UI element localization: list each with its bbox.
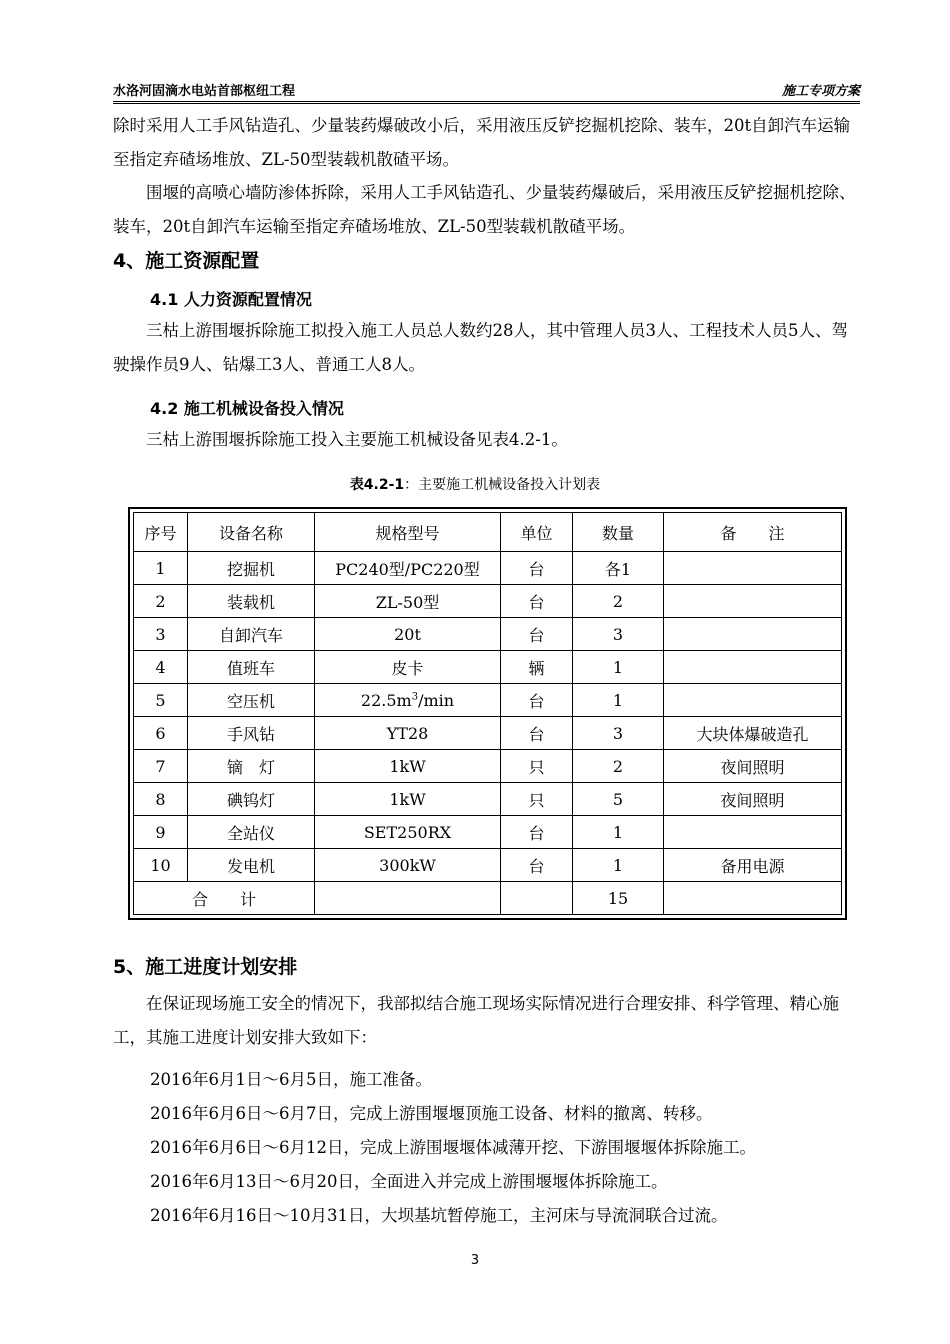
table-cell: PC240型/PC220型: [315, 552, 501, 585]
page-header: [113, 79, 860, 104]
table-total-row: [134, 882, 842, 915]
table-cell: 2: [573, 750, 664, 783]
schedule-item: 2016年6月16日～10月31日，大坝基坑暂停施工，主河床与导流洞联合过流。: [150, 1206, 728, 1225]
table-cell: 300kW: [315, 849, 501, 882]
table-row: [134, 684, 842, 717]
section-4-2-text: 三枯上游围堰拆除施工投入主要施工机械设备见表4.2-1。: [146, 430, 568, 449]
section-4-heading: 4、施工资源配置: [113, 250, 260, 272]
table-cell: 大块体爆破造孔: [664, 717, 842, 750]
table-cell: [664, 618, 842, 651]
table-cell: 辆: [501, 651, 573, 684]
table-cell: [664, 816, 842, 849]
total-label: 合 计: [134, 882, 315, 915]
page-number: 3: [470, 1253, 480, 1268]
table-row: [134, 849, 842, 882]
table-cell: 1: [573, 849, 664, 882]
table-cell: 7: [134, 750, 188, 783]
table-row: [134, 717, 842, 750]
section-4-2-heading: 4.2 施工机械设备投入情况: [150, 399, 344, 418]
table-row: [134, 585, 842, 618]
table-cell: 9: [134, 816, 188, 849]
table-cell: YT28: [315, 717, 501, 750]
header-cell-remark: 备 注: [664, 513, 842, 552]
table-cell: 1: [134, 552, 188, 585]
table-cell: SET250RX: [315, 816, 501, 849]
table-cell: 镝 灯: [188, 750, 315, 783]
schedule-item: 2016年6月6日～6月12日，完成上游围堰堰体减薄开挖、下游围堰堰体拆除施工。: [150, 1138, 756, 1157]
table-cell: [315, 882, 501, 915]
table-cell: 夜间照明: [664, 783, 842, 816]
table-cell: 6: [134, 717, 188, 750]
table-row: [134, 651, 842, 684]
header-cell-qty: 数量: [573, 513, 664, 552]
table-cell: 空压机: [188, 684, 315, 717]
table-cell: 各1: [573, 552, 664, 585]
section-5-heading: 5、施工进度计划安排: [113, 956, 298, 978]
equipment-table: [133, 512, 842, 915]
table-cell: 2: [134, 585, 188, 618]
table-cell: 只: [501, 750, 573, 783]
table-cell: 台: [501, 585, 573, 618]
table-row: [134, 750, 842, 783]
spec-airflow-unit: /min: [418, 690, 455, 710]
table-cell: 发电机: [188, 849, 315, 882]
total-value: 15: [573, 882, 664, 915]
table-cell: [501, 882, 573, 915]
table-cell: 5: [134, 684, 188, 717]
header-project-name: 水洛河固滴水电站首部枢纽工程: [113, 84, 296, 99]
intro-paragraph-2: 围堰的高喷心墙防渗体拆除，采用人工手风钻造孔、少量装药爆破后，采用液压反铲挖掘机挖除、装车，20t自卸汽车运输至指定弃碴场堆放、ZL-50型装载机散碴平场。: [113, 183, 856, 236]
section-4-1-text: 三枯上游围堰拆除施工拟投入施工人员总人数约28人，其中管理人员3人、工程技术人员5人、驾驶操作员9人、钻爆工3人、普通工人8人。: [113, 321, 848, 374]
table-cell: 1: [573, 684, 664, 717]
table-cell-spec-airflow: [315, 684, 501, 717]
table-cell: 台: [501, 552, 573, 585]
table-cell: 装载机: [188, 585, 315, 618]
table-cell: 1kW: [315, 750, 501, 783]
table-cell: 10: [134, 849, 188, 882]
header-cell-name: 设备名称: [188, 513, 315, 552]
table-cell: 台: [501, 849, 573, 882]
table-cell: 台: [501, 684, 573, 717]
table-cell: 台: [501, 816, 573, 849]
table-cell: 1kW: [315, 783, 501, 816]
table-cell: 值班车: [188, 651, 315, 684]
table-cell: [664, 882, 842, 915]
table-cell: 1: [573, 651, 664, 684]
table-cell: 3: [573, 717, 664, 750]
table-cell: 4: [134, 651, 188, 684]
header-cell-unit: 单位: [501, 513, 573, 552]
table-row: [134, 816, 842, 849]
spec-airflow-value: 22.5m: [360, 690, 412, 710]
header-cell-spec: 规格型号: [315, 513, 501, 552]
table-cell: 皮卡: [315, 651, 501, 684]
table-cell: 只: [501, 783, 573, 816]
table-cell: 台: [501, 618, 573, 651]
table-cell: 1: [573, 816, 664, 849]
table-row: [134, 783, 842, 816]
table-cell: 3: [573, 618, 664, 651]
table-cell: 3: [134, 618, 188, 651]
table-cell: [664, 651, 842, 684]
table-cell: 手风钻: [188, 717, 315, 750]
header-cell-index: 序号: [134, 513, 188, 552]
table-cell: [664, 585, 842, 618]
table-cell: 挖掘机: [188, 552, 315, 585]
table-cell: 全站仪: [188, 816, 315, 849]
table-cell: 碘钨灯: [188, 783, 315, 816]
table-cell: 备用电源: [664, 849, 842, 882]
table-cell: 2: [573, 585, 664, 618]
table-cell: ZL-50型: [315, 585, 501, 618]
table-cell: 台: [501, 717, 573, 750]
schedule-item: 2016年6月1日～6月5日，施工准备。: [150, 1070, 432, 1089]
table-cell: 8: [134, 783, 188, 816]
table-row: [134, 618, 842, 651]
table-cell: 夜间照明: [664, 750, 842, 783]
table-row: [134, 552, 842, 585]
section-5-intro: 在保证现场施工安全的情况下，我部拟结合施工现场实际情况进行合理安排、科学管理、精心施工，其施工进度计划安排大致如下：: [113, 994, 839, 1047]
section-4-1-heading: 4.1 人力资源配置情况: [150, 290, 312, 309]
table-caption-text: ：主要施工机械设备投入计划表: [404, 477, 601, 493]
table-cell: 20t: [315, 618, 501, 651]
intro-paragraph-1: 除时采用人工手风钻造孔、少量装药爆破改小后，采用液压反铲挖掘机挖除、装车，20t自卸汽车运输至指定弃碴场堆放、ZL-50型装载机散碴平场。: [113, 116, 851, 169]
schedule-item: 2016年6月13日～6月20日，全面进入并完成上游围堰堰体拆除施工。: [150, 1172, 668, 1191]
spec-airflow-exponent: 3: [411, 691, 419, 703]
equipment-table-frame: [128, 507, 847, 920]
table-header-row: [134, 513, 842, 552]
table-cell: 自卸汽车: [188, 618, 315, 651]
table-cell: 5: [573, 783, 664, 816]
table-cell: [664, 684, 842, 717]
table-caption-number: 表4.2-1: [349, 477, 405, 493]
schedule-item: 2016年6月6日～6月7日，完成上游围堰堰顶施工设备、材料的撤离、转移。: [150, 1104, 713, 1123]
header-doc-type: 施工专项方案: [781, 84, 860, 99]
table-caption: [0, 474, 950, 494]
table-cell: [664, 552, 842, 585]
